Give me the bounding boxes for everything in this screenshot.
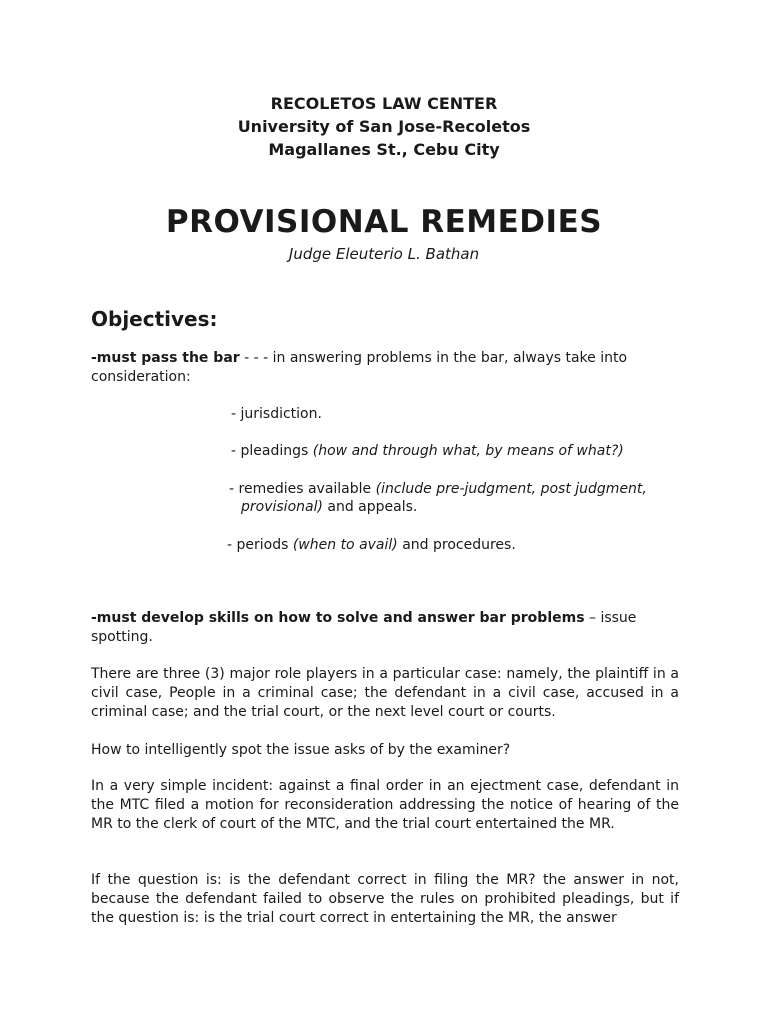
paragraph-spot-issue: How to intelligently spot the issue asks of by the examiner? bbox=[91, 742, 511, 758]
item-label: - periods bbox=[227, 537, 293, 553]
item-note: (when to avail) bbox=[292, 537, 398, 553]
institution-name: RECOLETOS LAW CENTER bbox=[270, 94, 498, 113]
paragraph-must-pass-bar bbox=[91, 349, 679, 387]
list-item-jurisdiction: - jurisdiction. bbox=[231, 406, 322, 422]
list-item-remedies bbox=[229, 480, 647, 499]
list-item-pleadings bbox=[231, 442, 624, 461]
document-author: Judge Eleuterio L. Bathan bbox=[288, 245, 480, 263]
paragraph-simple-incident: In a very simple incident: against a final order in an ejectment case, defendant in the MTC filed a motion for reconsideration addressing the notice of hearing of the MR to the clerk of court of the MTC, and the trial court entertained the MR. bbox=[91, 778, 679, 832]
item-note: (include pre-judgment, post judgment, bbox=[375, 481, 647, 497]
document-title: PROVISIONAL REMEDIES bbox=[165, 204, 603, 240]
paragraph-text: - - - in answering problems in the bar, always take into consideration: bbox=[91, 350, 628, 385]
paragraph-bold-lead: -must develop skills on how to solve and answer bar problems bbox=[91, 610, 585, 626]
item-note: (how and through what, by means of what?) bbox=[312, 443, 624, 459]
item-label: - pleadings bbox=[231, 443, 313, 459]
list-item-periods bbox=[227, 536, 516, 555]
university-name: University of San Jose-Recoletos bbox=[237, 117, 531, 136]
item-note: provisional) bbox=[241, 499, 323, 515]
paragraph-role-players: There are three (3) major role players in a particular case: namely, the plaintiff in a civil case, People in a criminal case; the defendant in a civil case, accused in a criminal case; and the trial court, or the next level court or courts. bbox=[91, 666, 679, 720]
address: Magallanes St., Cebu City bbox=[268, 140, 500, 159]
paragraph-question: If the question is: is the defendant correct in filing the MR? the answer in not, because the defendant failed to observe the rules on prohibited pleadings, but if the question is: is the trial court correct in entertaining the MR, the answer bbox=[91, 872, 679, 926]
paragraph-develop-skills bbox=[91, 609, 679, 647]
paragraph-bold-lead: -must pass the bar bbox=[91, 350, 240, 366]
paragraph-text: – issue spotting. bbox=[91, 610, 637, 645]
objectives-heading: Objectives: bbox=[91, 307, 218, 331]
item-label: - remedies available bbox=[229, 481, 376, 497]
item-suffix: and procedures. bbox=[397, 537, 516, 553]
item-suffix: and appeals. bbox=[322, 499, 418, 515]
list-item-remedies-continued bbox=[241, 498, 417, 517]
